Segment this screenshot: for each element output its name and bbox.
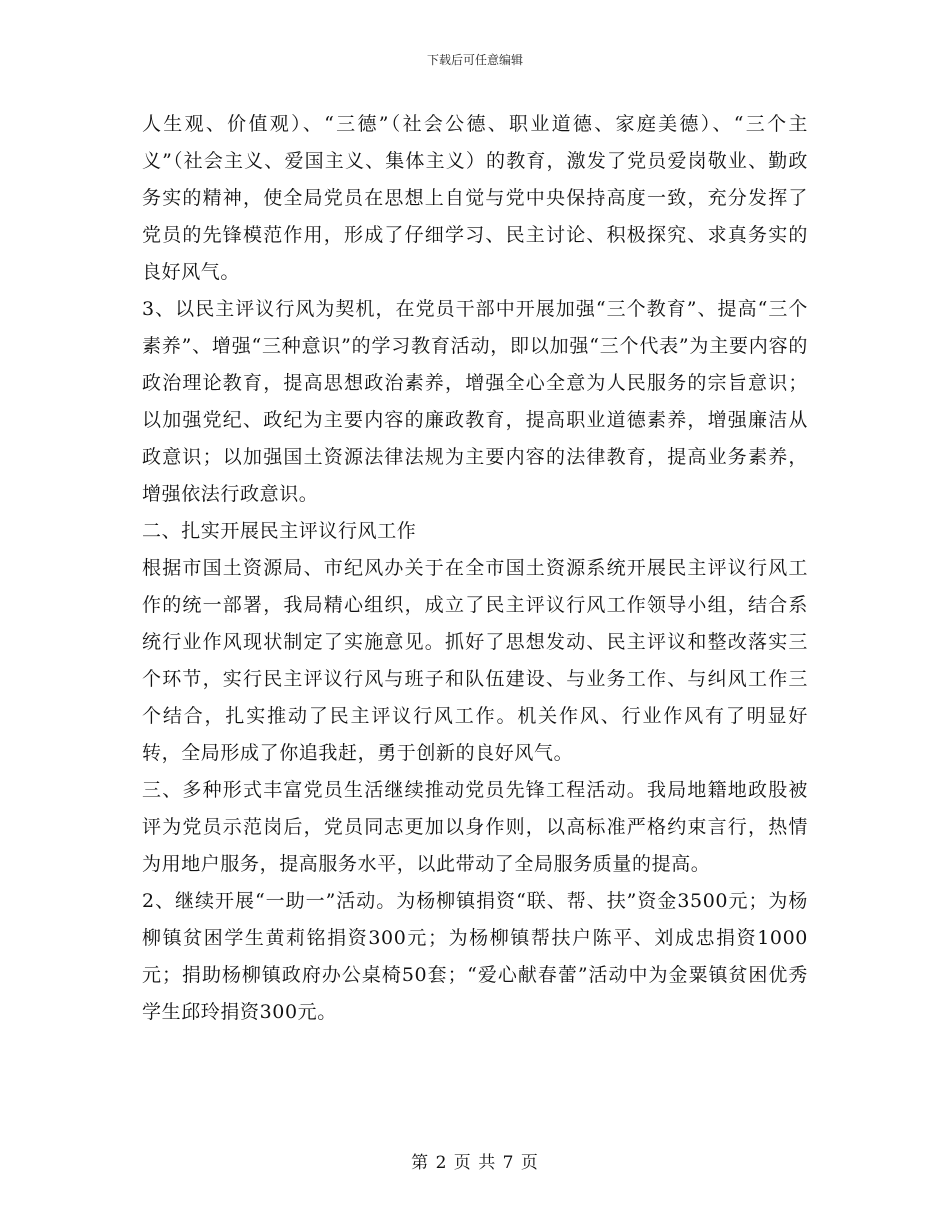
section-heading-party-member-life: 三、多种形式丰富党员生活继续推动党员先锋工程活动。我局地籍地政股被评为党员示范岗后，党员同志更加以身作则，以高标准严格约束言行，热情为用地户服务，提高服务水平，以此带动了全局服务质量的提高。: [142, 779, 808, 875]
page-footer: 第 2 页 共 7 页: [411, 1153, 539, 1173]
section-heading-industry-style: 二、扎实开展民主评议行风工作: [142, 520, 417, 542]
page-header: 下载后可任意编辑: [426, 53, 523, 67]
paragraph-industry-style-work: 根据市国土资源局、市纪风办关于在全市国土资源系统开展民主评议行风工作的统一部署，我局精心组织，成立了民主评议行风工作领导小组，结合系统行业作风现状制定了实施意见。抓好了思想发动、民主评议和整改落实三个环节，实行民主评议行风与班子和队伍建设、与业务工作、与纠风工作三个结合，扎实推动了民主评议行风工作。机关作风、行业作风有了明显好转，全局形成了你追我赶，勇于创新的良好风气。: [142, 557, 808, 764]
paragraph-three-education: 3、以民主评议行风为契机，在党员干部中开展加强“三个教育”、提高“三个素养”、增强“三种意识”的学习教育活动，即以加强“三个代表”为主要内容的政治理论教育，提高思想政治素养，增强全心全意为人民服务的宗旨意识；以加强党纪、政纪为主要内容的廉政教育，提高职业道德素养，增强廉洁从政意识；以加强国土资源法律法规为主要内容的法律教育，提高业务素养，增强依法行政意识。: [142, 298, 808, 505]
paragraph-values-education: 人生观、价值观）、“三德”（社会公德、职业道德、家庭美德）、“三个主义”（社会主义、爱国主义、集体主义）的教育，激发了党员爱岗敬业、勤政务实的精神，使全局党员在思想上自觉与党中央保持高度一致，充分发挥了党员的先锋模范作用，形成了仔细学习、民主讨论、积极探究、求真务实的良好风气。: [142, 113, 808, 283]
document-body: [142, 106, 808, 1031]
paragraph-one-help-one: 2、继续开展“一助一”活动。为杨柳镇捐资“联、帮、扶”资金3500元；为杨柳镇贫困学生黄莉铭捐资300元；为杨柳镇帮扶户陈平、刘成忠捐资1000元；捐助杨柳镇政府办公桌椅50套；“爱心献春蕾”活动中为金粟镇贫困优秀学生邱玲捐资300元。: [142, 890, 808, 1023]
